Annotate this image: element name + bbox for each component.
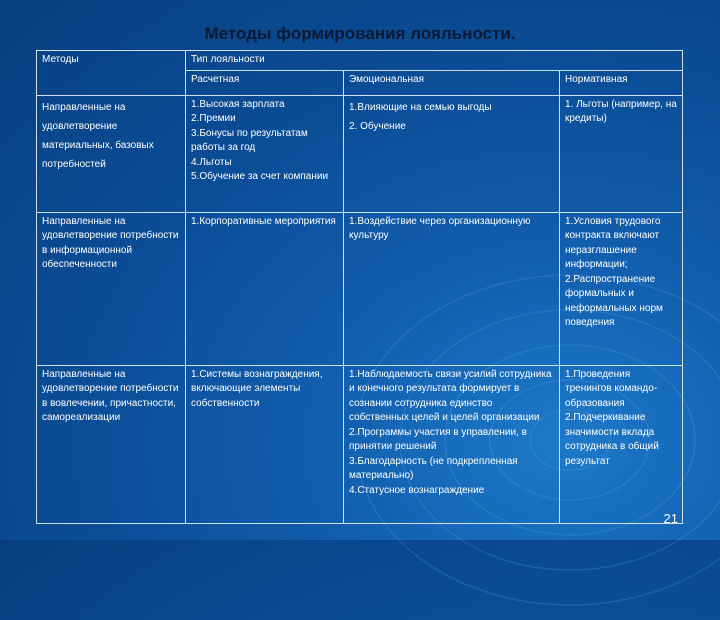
list-item: 1.Наблюдаемость связи усилий сотрудника и конечного результата формирует в сознании сотрудника единство собственных целей и целей организации	[349, 368, 552, 423]
column-header: Эмоциональная	[344, 70, 560, 95]
list-item: 2. Обучение	[349, 120, 406, 132]
method-cell: Направленные на удовлетворение потребности в вовлечении, причастности, самореализации	[37, 365, 186, 523]
list-item: 4.Статусное вознаграждение	[349, 484, 485, 496]
list-item: 2.Премии	[191, 113, 236, 124]
table-cell	[186, 212, 344, 365]
column-header: Расчетная	[186, 70, 344, 95]
list-item: 2.Программы участия в управлении, в принятии решений	[349, 426, 527, 452]
list-item: 1.Проведения тренингов командо-образования	[565, 368, 658, 409]
list-item: 3.Бонусы по результатам работы за год	[191, 127, 308, 153]
list-item: 1.Системы вознаграждения, включающие элементы собственности	[191, 368, 323, 409]
table-cell	[560, 212, 683, 365]
list-item: 1.Воздействие через организационную культуру	[349, 215, 531, 241]
list-item: 4.Льготы	[191, 156, 232, 168]
table-cell	[344, 95, 560, 212]
loyalty-methods-table	[36, 50, 683, 524]
slide-title: Методы формирования лояльности.	[204, 24, 516, 43]
list-item: 1.Условия трудового контракта включают неразглашение информации;	[565, 215, 661, 270]
table-cell	[186, 365, 344, 523]
methods-header: Методы	[37, 51, 186, 96]
loyalty-type-header: Тип лояльности	[186, 51, 683, 71]
list-item: 1. Льготы (например, на кредиты)	[565, 98, 677, 124]
table-cell	[344, 212, 560, 365]
column-header: Нормативная	[560, 70, 683, 95]
table-row	[37, 95, 683, 212]
method-cell: Направленные на удовлетворение материальных, базовых потребностей	[37, 95, 186, 212]
page-number: 21	[663, 511, 678, 526]
table-cell	[186, 95, 344, 212]
list-item: 1.Высокая зарплата	[191, 98, 285, 110]
list-item: 3.Благодарность (не подкрепленная материально)	[349, 455, 518, 481]
list-item: 1.Влияющие на семью выгоды	[349, 101, 492, 113]
table-cell	[344, 365, 560, 523]
list-item: 1.Корпоративные мероприятия	[191, 215, 336, 227]
list-item: 2.Распространение формальных и неформальных норм поведения	[565, 273, 663, 328]
table-row	[37, 212, 683, 365]
table-cell	[560, 95, 683, 212]
table-row	[37, 365, 683, 523]
method-cell: Направленные на удовлетворение потребности в информационной обеспеченности	[37, 212, 186, 365]
table-cell	[560, 365, 683, 523]
list-item: 2.Подчеркивание значимости вклада сотрудника в общий результат	[565, 412, 659, 467]
list-item: 5.Обучение за счет компании	[191, 171, 329, 182]
